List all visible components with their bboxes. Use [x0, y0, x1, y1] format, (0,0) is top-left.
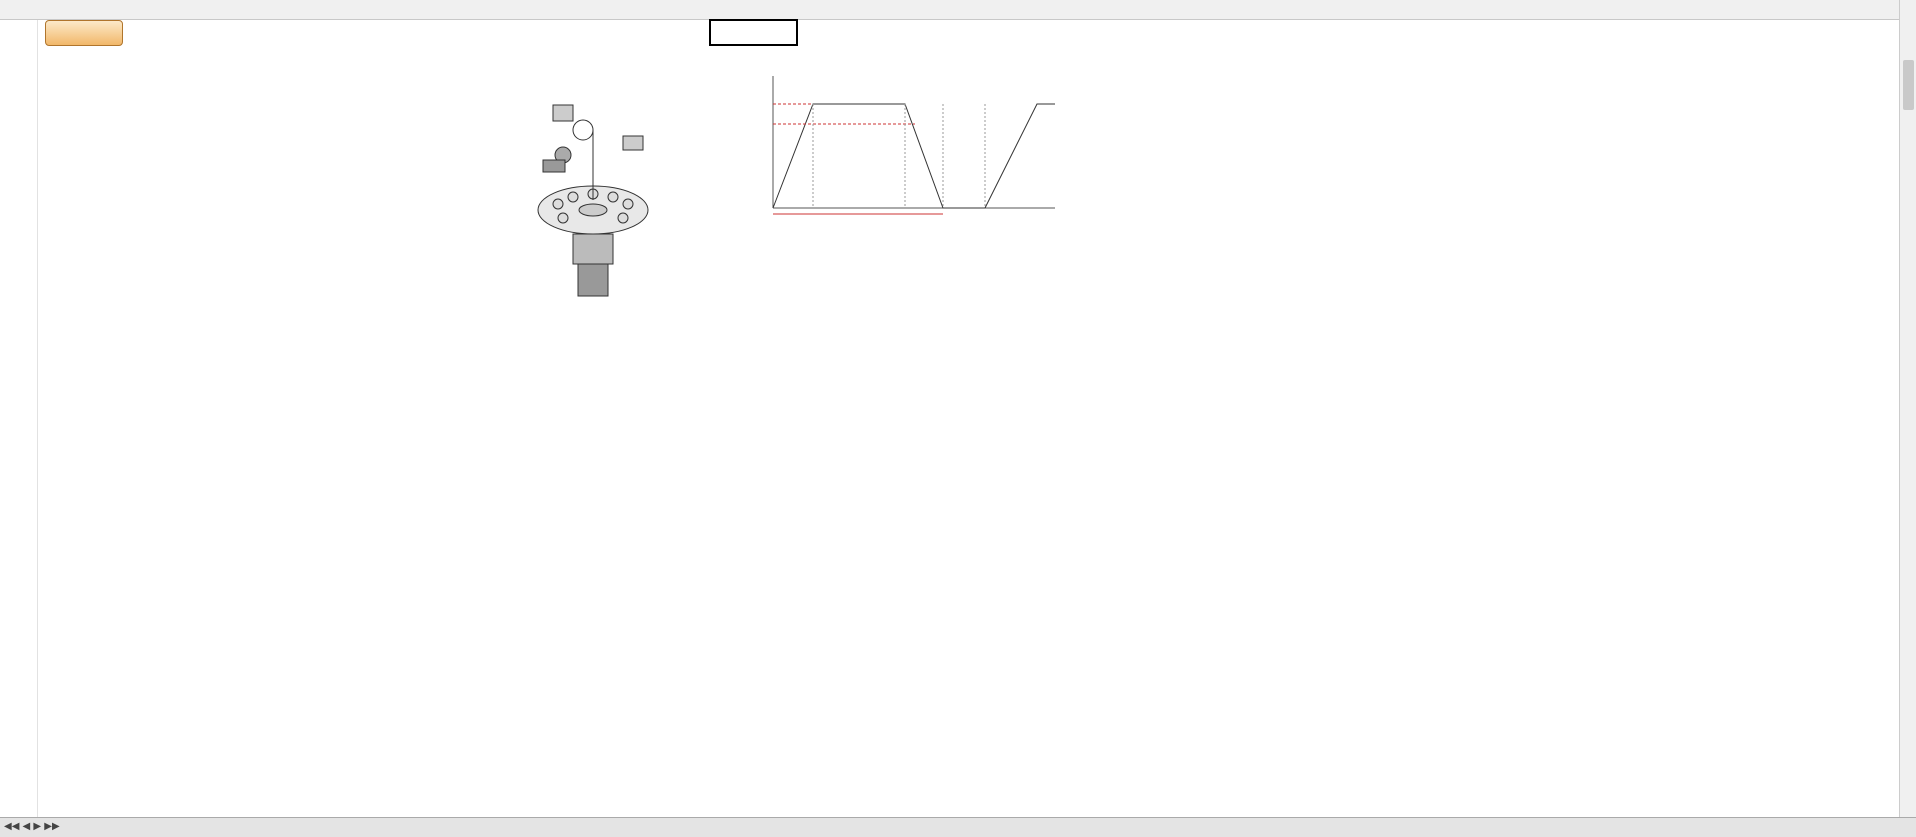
speed-profile-next-line	[985, 104, 1055, 208]
load-speed-profile-chart	[745, 74, 1085, 220]
sheet-subtitle	[140, 52, 580, 74]
speed-profile-line	[773, 104, 985, 208]
vertical-scroll-thumb[interactable]	[1903, 60, 1914, 110]
indexing-disc-illustration	[533, 100, 673, 300]
sheet-title	[140, 20, 580, 50]
sheet-tab-bar	[0, 817, 1916, 837]
column-header-bar	[0, 0, 1900, 20]
tab-nav-arrows[interactable]: ◀◀ ◀ ▶ ▶▶	[4, 821, 60, 832]
vertical-scrollbar[interactable]	[1899, 0, 1916, 817]
selected-cell-E1[interactable]	[709, 19, 798, 46]
back-to-index-button[interactable]	[45, 20, 123, 46]
